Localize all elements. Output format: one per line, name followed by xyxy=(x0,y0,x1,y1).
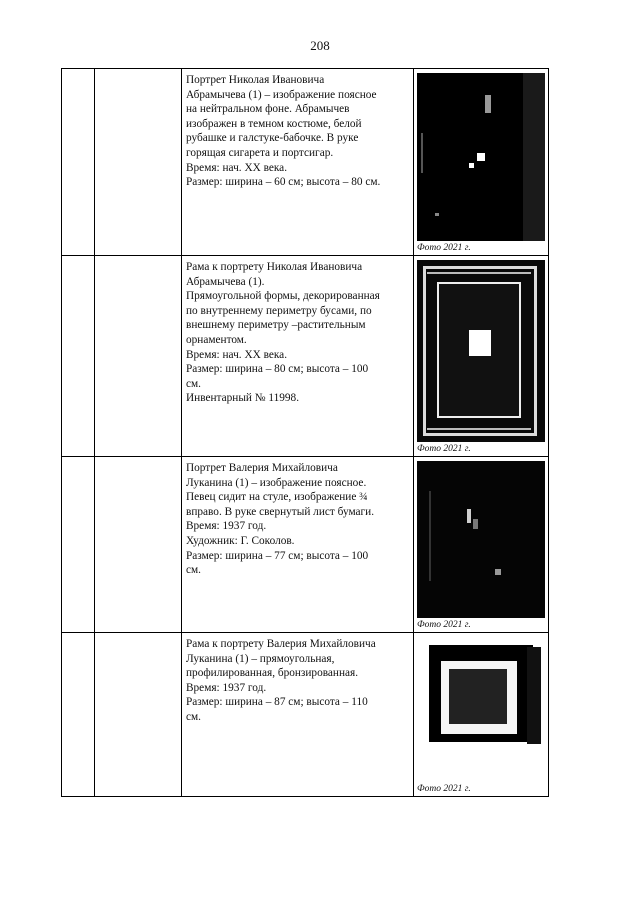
table-row xyxy=(62,633,549,797)
description-line: Луканина (1) – прямоугольная, xyxy=(186,652,335,665)
description-line: Время: нач. XX века. xyxy=(186,348,288,361)
description-line: Инвентарный № 11998. xyxy=(186,392,300,405)
number-cell xyxy=(62,633,95,797)
description-line: см. xyxy=(186,564,201,577)
description-line: Размер: ширина – 87 см; высота – 110 xyxy=(186,696,368,709)
description-line: Время: нач. XX века. xyxy=(186,161,288,174)
empty-cell xyxy=(95,457,182,633)
description-line: по внутреннему периметру бусами, по xyxy=(186,304,372,317)
description-line: Художник: Г. Соколов. xyxy=(186,534,295,547)
number-cell xyxy=(62,256,95,457)
description-line: Певец сидит на стуле, изображение ¾ xyxy=(186,491,368,504)
photo-cell xyxy=(414,457,549,633)
empty-cell xyxy=(95,69,182,256)
description-line: Прямоугольной формы, декорированная xyxy=(186,290,380,303)
description-line: внешнему периметру –растительным xyxy=(186,319,366,332)
photo-caption: Фото 2021 г. xyxy=(417,243,471,253)
description-line: Время: 1937 год. xyxy=(186,681,267,694)
portrait-photo xyxy=(417,73,545,241)
empty-cell xyxy=(95,256,182,457)
portrait-photo xyxy=(417,461,545,618)
photo-cell xyxy=(414,69,549,256)
table-row xyxy=(62,457,549,633)
description-line: профилированная, бронзированная. xyxy=(186,667,359,680)
description xyxy=(182,256,413,406)
photo-caption: Фото 2021 г. xyxy=(417,444,471,454)
description-line: Рама к портрету Валерия Михайловича xyxy=(186,638,376,650)
description-line: см. xyxy=(186,377,201,390)
description xyxy=(182,69,413,190)
description-line: Абрамычева (1). xyxy=(186,275,265,288)
description xyxy=(182,457,413,578)
description-cell xyxy=(182,457,414,633)
description-line: орнаментом. xyxy=(186,333,247,346)
description-line: вправо. В руке свернутый лист бумаги. xyxy=(186,505,375,518)
description-line: на нейтральном фоне. Абрамычев xyxy=(186,103,350,116)
description-line: Портрет Валерия Михайловича xyxy=(186,462,338,474)
frame-photo xyxy=(417,637,545,782)
frame-photo xyxy=(417,260,545,442)
empty-cell xyxy=(95,633,182,797)
description-line: Время: 1937 год. xyxy=(186,520,267,533)
description-cell xyxy=(182,256,414,457)
description-line: Размер: ширина – 80 см; высота – 100 xyxy=(186,363,369,376)
description-cell xyxy=(182,633,414,797)
description-line: см. xyxy=(186,710,201,723)
catalog-table xyxy=(61,68,549,797)
description-line: рубашке и галстуке-бабочке. В руке xyxy=(186,132,359,145)
description-line: Портрет Николая Ивановича xyxy=(186,74,325,86)
photo-cell xyxy=(414,256,549,457)
description-line: Абрамычева (1) – изображение поясное xyxy=(186,88,377,101)
number-cell xyxy=(62,69,95,256)
description-line: Рама к портрету Николая Ивановича xyxy=(186,261,363,273)
description-line: Размер: ширина – 77 см; высота – 100 xyxy=(186,549,369,562)
photo-cell xyxy=(414,633,549,797)
description-line: изображен в темном костюме, белой xyxy=(186,117,362,130)
table-row xyxy=(62,256,549,457)
description-line: Луканина (1) – изображение поясное. xyxy=(186,476,367,489)
table-row xyxy=(62,69,549,256)
photo-caption: Фото 2021 г. xyxy=(417,620,471,630)
description-line: горящая сигарета и портсигар. xyxy=(186,146,334,159)
number-cell xyxy=(62,457,95,633)
description-line: Размер: ширина – 60 см; высота – 80 см. xyxy=(186,176,381,189)
page-number: 208 xyxy=(310,38,330,53)
photo-caption: Фото 2021 г. xyxy=(417,784,471,794)
description-cell xyxy=(182,69,414,256)
description xyxy=(182,633,413,725)
